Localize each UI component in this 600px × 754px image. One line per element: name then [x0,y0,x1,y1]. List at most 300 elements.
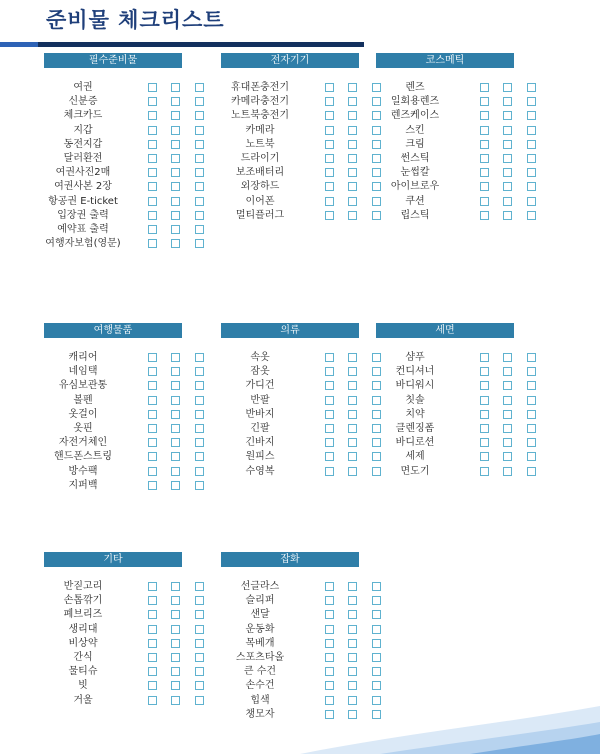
checkbox-3[interactable] [372,625,381,634]
checkbox-1[interactable] [480,211,489,220]
item-label: 일회용렌즈 [390,96,440,108]
checkbox-2[interactable] [503,197,512,206]
checkbox-1[interactable] [148,83,157,92]
checkbox-1[interactable] [148,481,157,490]
item-label: 가디건 [245,380,275,392]
checkbox-1[interactable] [148,610,157,619]
item-label: 이어폰 [245,195,275,207]
item-label: 볼펜 [73,394,93,406]
checkbox-2[interactable] [348,367,357,376]
checkbox-2[interactable] [171,653,180,662]
checkbox-3[interactable] [195,197,204,206]
checkbox-1[interactable] [148,667,157,676]
checkbox-1[interactable] [480,396,489,405]
checkbox-1[interactable] [480,197,489,206]
page-title: 준비물 체크리스트 [46,8,225,32]
checkbox-3[interactable] [195,625,204,634]
checkbox-3[interactable] [195,582,204,591]
checkbox-2[interactable] [503,182,512,191]
checkbox-1[interactable] [148,353,157,362]
section-header: 전자기기 [221,53,359,68]
item-label: 체크카드 [63,110,103,122]
item-label: 간식 [73,651,93,663]
checkbox-2[interactable] [348,681,357,690]
checklist-row [221,166,359,180]
checkbox-3[interactable] [527,452,536,461]
checkbox-1[interactable] [148,467,157,476]
checkbox-1[interactable] [148,681,157,690]
checkbox-1[interactable] [325,168,334,177]
checklist-row [221,81,359,95]
checkbox-1[interactable] [325,582,334,591]
item-label: 눈썹칼 [400,167,430,179]
checkbox-3[interactable] [527,353,536,362]
checkbox-3[interactable] [527,154,536,163]
item-label: 반팔 [250,394,270,406]
checkbox-3[interactable] [372,596,381,605]
checkbox-2[interactable] [348,467,357,476]
item-label: 치약 [405,408,425,420]
item-label: 카메라충전기 [231,96,289,108]
checkbox-2[interactable] [503,168,512,177]
checkbox-2[interactable] [171,667,180,676]
checkbox-2[interactable] [503,83,512,92]
checkbox-2[interactable] [503,452,512,461]
checkbox-2[interactable] [171,596,180,605]
checkbox-3[interactable] [195,452,204,461]
item-label: 반바지 [245,408,275,420]
checkbox-1[interactable] [480,424,489,433]
checkbox-3[interactable] [527,438,536,447]
checkbox-1[interactable] [325,667,334,676]
checkbox-2[interactable] [171,610,180,619]
checkbox-3[interactable] [195,239,204,248]
checkbox-1[interactable] [480,182,489,191]
item-label: 여권 [73,82,93,93]
checkbox-1[interactable] [480,111,489,120]
checkbox-3[interactable] [195,653,204,662]
checkbox-2[interactable] [171,582,180,591]
checklist-row [376,436,514,450]
checkbox-2[interactable] [171,140,180,149]
checklist-row [376,379,514,393]
checkbox-3[interactable] [195,111,204,120]
checkbox-2[interactable] [171,211,180,220]
checkbox-1[interactable] [325,367,334,376]
item-label: 드라이기 [240,152,280,164]
checkbox-1[interactable] [325,111,334,120]
checkbox-1[interactable] [480,410,489,419]
checkbox-3[interactable] [527,97,536,106]
checkbox-1[interactable] [325,639,334,648]
checkbox-3[interactable] [195,126,204,135]
checkbox-1[interactable] [480,140,489,149]
checklist-row [221,623,359,637]
item-label: 목베개 [245,637,275,649]
checkbox-3[interactable] [195,667,204,676]
checklist-row [376,465,514,479]
checkbox-1[interactable] [148,154,157,163]
checklist-row [221,408,359,422]
checkbox-1[interactable] [148,197,157,206]
checkbox-2[interactable] [503,211,512,220]
checkbox-2[interactable] [348,182,357,191]
checkbox-1[interactable] [148,381,157,390]
checkbox-3[interactable] [195,97,204,106]
checkbox-2[interactable] [171,396,180,405]
checkbox-2[interactable] [348,381,357,390]
checkbox-1[interactable] [325,83,334,92]
checkbox-3[interactable] [527,197,536,206]
checkbox-3[interactable] [527,126,536,135]
checkbox-3[interactable] [527,381,536,390]
checkbox-2[interactable] [503,410,512,419]
checkbox-1[interactable] [325,424,334,433]
checkbox-2[interactable] [348,653,357,662]
checklist-row [44,651,182,665]
checkbox-3[interactable] [527,111,536,120]
item-label: 렌즈 [405,82,425,93]
checklist [221,81,359,223]
checkbox-2[interactable] [171,182,180,191]
checkbox-1[interactable] [480,452,489,461]
checkbox-2[interactable] [503,97,512,106]
checkbox-1[interactable] [325,438,334,447]
checkbox-2[interactable] [348,126,357,135]
checkbox-2[interactable] [503,353,512,362]
checkbox-1[interactable] [480,97,489,106]
checklist-row [44,608,182,622]
checklist-row [221,637,359,651]
checkbox-1[interactable] [148,639,157,648]
checkbox-3[interactable] [195,396,204,405]
checkbox-1[interactable] [325,410,334,419]
checkbox-1[interactable] [148,452,157,461]
checklist-row [376,351,514,365]
checkbox-1[interactable] [325,182,334,191]
checkbox-1[interactable] [148,126,157,135]
checklist-row [221,138,359,152]
checklist-row [44,379,182,393]
item-label: 휴대폰충전기 [231,82,289,93]
checkbox-3[interactable] [527,140,536,149]
checkbox-1[interactable] [148,111,157,120]
checklist-row [376,408,514,422]
item-label: 렌즈케이스 [390,110,440,122]
checkbox-2[interactable] [171,381,180,390]
checkbox-1[interactable] [148,140,157,149]
checkbox-2[interactable] [503,140,512,149]
checkbox-1[interactable] [148,410,157,419]
checkbox-2[interactable] [171,467,180,476]
checkbox-3[interactable] [372,582,381,591]
checklist-row [44,351,182,365]
item-label: 세제 [405,451,425,463]
checkbox-2[interactable] [348,410,357,419]
section-cosmetics [376,53,514,223]
checkbox-1[interactable] [148,211,157,220]
checkbox-1[interactable] [148,239,157,248]
checkbox-2[interactable] [171,681,180,690]
checkbox-3[interactable] [195,353,204,362]
checkbox-1[interactable] [325,140,334,149]
checkbox-1[interactable] [148,653,157,662]
checkbox-1[interactable] [325,97,334,106]
checklist-row [376,209,514,223]
checkbox-2[interactable] [348,424,357,433]
checkbox-1[interactable] [148,168,157,177]
section-essentials [44,53,182,251]
item-label: 크림 [405,138,425,150]
item-label: 썬스틱 [400,152,430,164]
checkbox-1[interactable] [148,367,157,376]
checkbox-2[interactable] [171,353,180,362]
checkbox-1[interactable] [325,596,334,605]
checkbox-2[interactable] [171,481,180,490]
checkbox-2[interactable] [171,83,180,92]
checklist-row [376,124,514,138]
checkbox-1[interactable] [480,126,489,135]
checklist-row [376,365,514,379]
checkbox-1[interactable] [480,467,489,476]
checkbox-2[interactable] [171,111,180,120]
checkbox-2[interactable] [171,97,180,106]
title-underline-dark [38,42,364,47]
checkbox-2[interactable] [171,225,180,234]
checkbox-1[interactable] [148,97,157,106]
checkbox-2[interactable] [171,639,180,648]
checkbox-2[interactable] [348,168,357,177]
checkbox-2[interactable] [171,367,180,376]
checkbox-1[interactable] [325,381,334,390]
checkbox-2[interactable] [503,367,512,376]
checkbox-2[interactable] [348,667,357,676]
checkbox-1[interactable] [480,438,489,447]
checkbox-2[interactable] [348,211,357,220]
checkbox-3[interactable] [195,467,204,476]
item-label: 잠옷 [250,366,270,378]
checkbox-3[interactable] [195,481,204,490]
item-label: 반짇고리 [63,581,103,592]
checklist [44,81,182,251]
checkbox-3[interactable] [527,182,536,191]
item-label: 긴바지 [245,437,275,449]
checkbox-1[interactable] [325,396,334,405]
checkbox-2[interactable] [348,197,357,206]
item-label: 컨디셔너 [395,366,435,378]
checkbox-2[interactable] [348,97,357,106]
checkbox-2[interactable] [171,197,180,206]
item-label: 폐브리즈 [63,609,103,621]
checkbox-2[interactable] [503,126,512,135]
item-label: 손수건 [245,680,275,692]
checkbox-1[interactable] [480,353,489,362]
checkbox-3[interactable] [372,639,381,648]
checkbox-2[interactable] [171,239,180,248]
checkbox-1[interactable] [148,424,157,433]
checkbox-1[interactable] [148,182,157,191]
checkbox-3[interactable] [195,211,204,220]
checklist-row [221,195,359,209]
checklist-row [44,166,182,180]
checkbox-3[interactable] [372,667,381,676]
checkbox-3[interactable] [527,410,536,419]
checkbox-1[interactable] [148,625,157,634]
checkbox-1[interactable] [325,625,334,634]
checklist-row [221,450,359,464]
checkbox-2[interactable] [171,410,180,419]
checkbox-2[interactable] [171,168,180,177]
checkbox-1[interactable] [148,596,157,605]
checkbox-1[interactable] [325,610,334,619]
checkbox-3[interactable] [527,396,536,405]
item-label: 바디로션 [395,437,435,449]
checkbox-2[interactable] [348,111,357,120]
section-header: 잡화 [221,552,359,567]
checkbox-2[interactable] [348,625,357,634]
checkbox-2[interactable] [348,353,357,362]
checkbox-2[interactable] [348,140,357,149]
item-label: 네임택 [68,366,98,378]
item-label: 물티슈 [68,666,98,678]
checkbox-1[interactable] [325,126,334,135]
checklist-row [44,124,182,138]
checkbox-3[interactable] [195,610,204,619]
item-label: 멀티플러그 [235,209,285,221]
checkbox-3[interactable] [195,168,204,177]
checkbox-3[interactable] [195,83,204,92]
checklist-row [221,365,359,379]
checklist-row [221,594,359,608]
checkbox-3[interactable] [195,681,204,690]
checkbox-1[interactable] [148,225,157,234]
checklist-row [221,436,359,450]
checkbox-2[interactable] [348,610,357,619]
item-label: 자전거체인 [58,437,108,449]
checkbox-2[interactable] [171,126,180,135]
checkbox-1[interactable] [148,438,157,447]
section-toiletries [376,323,514,479]
checkbox-3[interactable] [195,424,204,433]
checkbox-2[interactable] [503,467,512,476]
checkbox-1[interactable] [325,211,334,220]
checklist-row [376,180,514,194]
checkbox-1[interactable] [325,681,334,690]
item-label: 여권사진2매 [55,167,111,179]
checkbox-3[interactable] [527,83,536,92]
checkbox-2[interactable] [171,424,180,433]
item-label: 클렌징폼 [395,422,435,434]
checkbox-3[interactable] [195,596,204,605]
item-label: 핸드폰스트링 [54,451,112,463]
checkbox-3[interactable] [195,639,204,648]
checkbox-2[interactable] [171,452,180,461]
checkbox-3[interactable] [195,154,204,163]
checklist-row [221,465,359,479]
checkbox-2[interactable] [348,396,357,405]
checkbox-3[interactable] [195,410,204,419]
checkbox-1[interactable] [325,154,334,163]
checklist-row [44,594,182,608]
checkbox-1[interactable] [480,168,489,177]
checkbox-1[interactable] [480,367,489,376]
checkbox-1[interactable] [480,83,489,92]
checklist-row [44,195,182,209]
section-electronics [221,53,359,223]
checklist-row [376,195,514,209]
checklist-row [44,623,182,637]
item-label: 캐리어 [68,352,98,363]
checklist-row [44,394,182,408]
checkbox-3[interactable] [527,168,536,177]
checkbox-2[interactable] [171,625,180,634]
item-label: 여권사본 2장 [54,181,112,193]
item-label: 신분증 [68,96,98,108]
checkbox-2[interactable] [348,596,357,605]
checkbox-1[interactable] [480,154,489,163]
checkbox-3[interactable] [372,653,381,662]
item-label: 카메라 [245,124,275,136]
checkbox-1[interactable] [325,353,334,362]
checklist-row [221,152,359,166]
checkbox-2[interactable] [348,639,357,648]
checkbox-2[interactable] [171,154,180,163]
checkbox-3[interactable] [372,610,381,619]
checkbox-3[interactable] [195,225,204,234]
checkbox-1[interactable] [148,582,157,591]
checkbox-2[interactable] [348,154,357,163]
checkbox-2[interactable] [503,381,512,390]
checkbox-3[interactable] [195,182,204,191]
checkbox-1[interactable] [325,467,334,476]
checkbox-2[interactable] [348,438,357,447]
checkbox-1[interactable] [325,452,334,461]
checkbox-3[interactable] [195,381,204,390]
checkbox-1[interactable] [325,653,334,662]
checkbox-3[interactable] [372,681,381,690]
checkbox-2[interactable] [348,83,357,92]
item-label: 여행자보험(영문) [45,238,121,250]
checkbox-2[interactable] [503,424,512,433]
checkbox-3[interactable] [195,438,204,447]
item-label: 손톱깎기 [63,595,103,607]
checklist-row [44,237,182,251]
checkbox-2[interactable] [503,111,512,120]
item-label: 옷걸이 [68,408,98,420]
checkbox-2[interactable] [348,452,357,461]
item-label: 노트북 [245,138,275,150]
checklist-row [44,109,182,123]
checkbox-2[interactable] [503,154,512,163]
checkbox-3[interactable] [527,211,536,220]
checkbox-3[interactable] [527,467,536,476]
checkbox-2[interactable] [171,438,180,447]
checkbox-1[interactable] [325,197,334,206]
checkbox-2[interactable] [503,438,512,447]
item-label: 생리대 [68,623,98,635]
checkbox-3[interactable] [527,367,536,376]
checkbox-2[interactable] [503,396,512,405]
checkbox-3[interactable] [527,424,536,433]
checklist-row [376,81,514,95]
checkbox-2[interactable] [348,582,357,591]
item-label: 샌달 [250,609,270,621]
checkbox-3[interactable] [195,367,204,376]
checkbox-3[interactable] [195,140,204,149]
checkbox-1[interactable] [480,381,489,390]
checkbox-1[interactable] [148,396,157,405]
checklist-row [44,436,182,450]
